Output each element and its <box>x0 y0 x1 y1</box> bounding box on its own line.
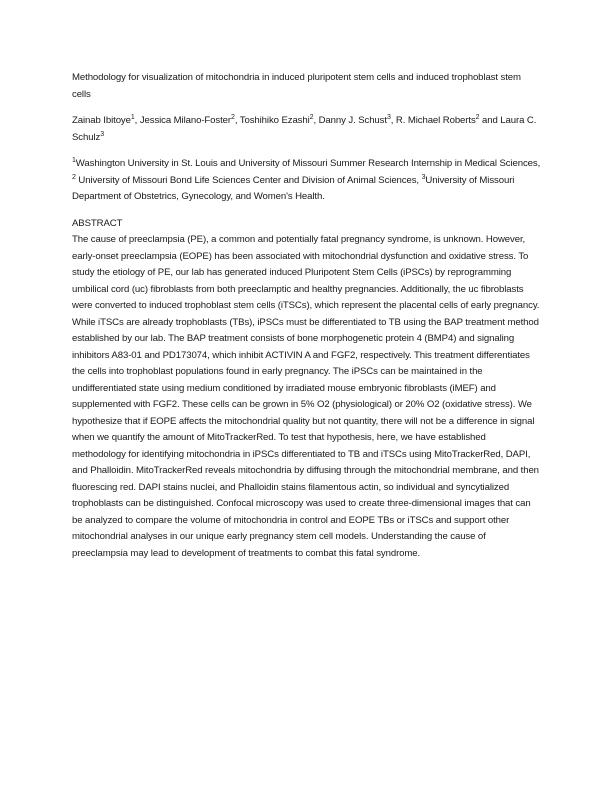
author-separator: and <box>479 115 501 126</box>
document-content <box>72 70 542 562</box>
author-name: R. Michael Roberts <box>395 115 476 126</box>
affiliation-mark: 3 <box>421 173 426 181</box>
document-title: Methodology for visualization of mitochondria in induced pluripotent stem cells and induced trophoblast stem cells <box>72 72 521 100</box>
author-name: Laura C. Schulz <box>72 115 537 143</box>
author-affiliation-mark: 2 <box>309 113 314 121</box>
affiliation-text: University of Missouri Bond Life Sciences Center and Division of Animal Sciences, <box>75 174 422 186</box>
author-separator: , <box>313 115 319 126</box>
author-affiliation-mark: 3 <box>386 113 391 121</box>
author-affiliation-mark: 2 <box>231 113 235 121</box>
author-separator: , <box>234 115 240 126</box>
affiliation-mark: 1 <box>72 156 76 164</box>
author-name: Jessica Milano-Foster <box>139 115 232 126</box>
author-affiliation-mark: 2 <box>475 113 480 121</box>
author-affiliation-mark: 1 <box>130 113 135 121</box>
affiliation-text: Washington University in St. Louis and University of Missouri Summer Research Internship in Medical Sciences, <box>75 158 541 169</box>
abstract-heading: ABSTRACT <box>72 217 123 229</box>
author-separator: , <box>390 115 396 126</box>
affiliation-mark: 2 <box>72 173 76 181</box>
affiliation-list <box>72 156 542 206</box>
author-name: Zainab Ibitoye <box>72 115 131 126</box>
author-name: Danny J. Schust <box>318 115 387 126</box>
affiliation-text: University of Missouri Department of Obstetrics, Gynecology, and Women's Health. <box>72 174 515 202</box>
abstract-body: The cause of preeclampsia (PE), a common and potentially fatal pregnancy syndrome, is unknown. However, early-onset preeclampsia (EOPE) has been associated with mitochondrial dysfunction and oxidative stress. To study the etiology of PE, our lab has generated induced Pluripotent Stem Cells (iPSCs) by reprogramming umbilical cord (uc) fibroblasts from both preeclamptic and healthy pregnancies. Additionally, the uc fibroblasts were converted to induced trophoblast stem cells (iTSCs), which represent the placental cells of early pregnancy. While iTSCs are already trophoblasts (TBs), iPSCs must be differentiated to TB using the BAP treatment method established by our lab. The BAP treatment consists of bone morphogenetic protein 4 (BMP4) and signaling inhibitors A83-01 and PD173074, which inhibit ACTIVIN A and FGF2, respectively. This treatment differentiates the cells into trophoblast populations found in early pregnancy. The iPSCs can be maintained in the undifferentiated state using medium conditioned by irradiated mouse embryonic fibroblasts (iMEF) and supplemented with FGF2. These cells can be grown in 5% O2 (physiological) or 20% O2 (oxidative stress). We hypothesize that if EOPE affects the mitochondrial quality but not quantity, there will not be a difference in signal when we quantify the amount of MitoTrackerRed. To test that hypothesis, here, we have established methodology for identifying mitochondria in iPSCs differentiated to TB and iTSCs using MitoTrackerRed, DAPI, and Phalloidin. MitoTrackerRed reveals mitochondria by diffusing through the mitochondrial membrane, and then fluorescing red. DAPI stains nuclei, and Phalloidin stains filamentous actin, so individual and syncytialized trophoblasts can be distinguished. Confocal microscopy was used to create three-dimensional images that can be analyzed to compare the volume of mitochondria in control and EOPE TBs or iTSCs and support other mitochondrial analyses in our unique early pregnancy stem cell models. Understanding the cause of preeclampsia may lead to development of treatments to combat this fatal syndrome. <box>72 234 540 559</box>
author-separator: , <box>134 115 140 126</box>
author-affiliation-mark: 3 <box>100 130 104 138</box>
author-name: Toshihiko Ezashi <box>239 115 310 126</box>
author-list <box>72 113 542 146</box>
